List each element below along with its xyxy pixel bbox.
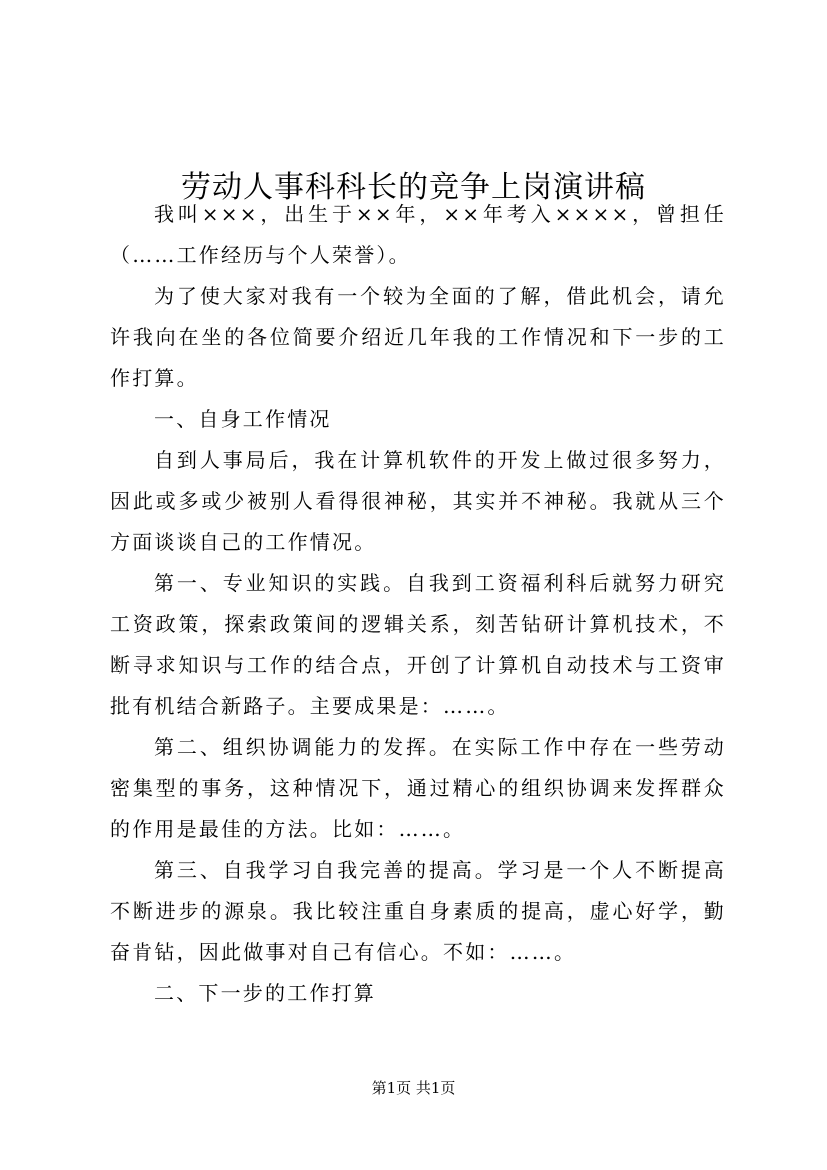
section-heading-work-situation: 一、自身工作情况 <box>154 407 332 431</box>
paragraph-point-two: 第二、组织协调能力的发挥。在实际工作中存在一些劳动密集型的事务，这种情况下，通过精心的组织协调来发挥群众的作用是最佳的方法。比如：……。 <box>110 735 726 841</box>
paragraph-point-one: 第一、专业知识的实践。自我到工资福利科后就努力研究工资政策，探索政策间的逻辑关系，刻苦钻研计算机技术，不断寻求知识与工作的结合点，开创了计算机自动技术与工资审批有机结合新路子。主要成果是：……。 <box>110 571 726 718</box>
document-title: 劳动人事科科长的竞争上岗演讲稿 <box>181 170 646 206</box>
paragraph-purpose: 为了使大家对我有一个较为全面的了解，借此机会，请允许我向在坐的各位简要介绍近几年我的工作情况和下一步的工作打算。 <box>110 284 726 390</box>
section-heading-next-plan: 二、下一步的工作打算 <box>154 981 376 1005</box>
page-number-label: 第1页 共1页 <box>371 1079 456 1097</box>
document-body <box>110 194 726 1014</box>
paragraph-intro: 我叫×××，出生于××年，××年考入××××，曾担任（……工作经历与个人荣誉）。 <box>110 202 726 267</box>
page-footer <box>0 1078 827 1098</box>
paragraph-point-three: 第三、自我学习自我完善的提高。学习是一个人不断提高不断进步的源泉。我比较注重自身素质的提高，虚心好学，勤奋肯钻，因此做事对自己有信心。不如：……。 <box>110 858 726 964</box>
paragraph-work-overview: 自到人事局后，我在计算机软件的开发上做过很多努力，因此或多或少被别人看得很神秘，其实并不神秘。我就从三个方面谈谈自己的工作情况。 <box>110 448 726 554</box>
